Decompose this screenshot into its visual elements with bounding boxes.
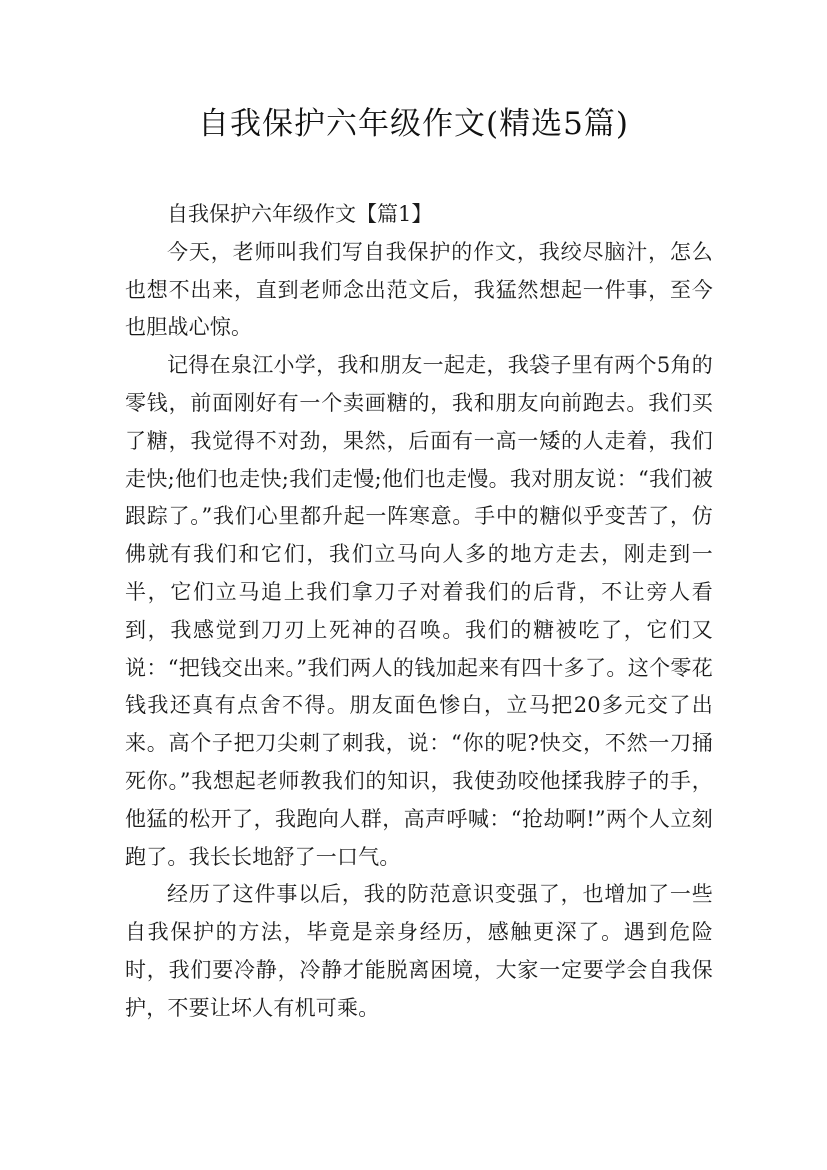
paragraph: 经历了这件事以后，我的防范意识变强了，也增加了一些自我保护的方法，毕竟是亲身经历，感触更深了。遇到危险时，我们要冷静，冷静才能脱离困境，大家一定要学会自我保护，不要让坏人有机可乘。 — [125, 882, 713, 1020]
paragraph: 记得在泉江小学，我和朋友一起走，我袋子里有两个5角的零钱，前面刚好有一个卖画糖的，我和朋友向前跑去。我们买了糖，我觉得不对劲，果然，后面有一高一矮的人走着，我们走快;他们也走快;我们走慢;他们也走慢。我对朋友说：“我们被跟踪了。”我们心里都升起一阵寒意。手中的糖似乎变苦了，仿佛就有我们和它们，我们立马向人多的地方走去，刚走到一半，它们立马追上我们拿刀子对着我们的后背，不让旁人看到，我感觉到刀刃上死神的召唤。我们的糖被吃了，它们又说：“把钱交出来。”我们两人的钱加起来有四十多了。这个零花钱我还真有点舍不得。朋友面色惨白，立马把20多元交了出来。高个子把刀尖刺了刺我，说：“你的呢?快交，不然一刀捅死你。”我想起老师教我们的知识，我使劲咬他揉我脖子的手，他猛的松开了，我跑向人群，高声呼喊：“抢劫啊!”两个人立刻跑了。我长长地舒了一口气。 — [125, 353, 713, 869]
paragraph: 今天，老师叫我们写自我保护的作文，我绞尽脑汁，怎么也想不出来，直到老师念出范文后，我猛然想起一件事，至今也胆战心惊。 — [125, 239, 713, 340]
document-body — [125, 196, 713, 1028]
document-title: 自我保护六年级作文(精选5篇) — [198, 106, 629, 142]
section-heading: 自我保护六年级作文【篇1】 — [167, 202, 433, 226]
